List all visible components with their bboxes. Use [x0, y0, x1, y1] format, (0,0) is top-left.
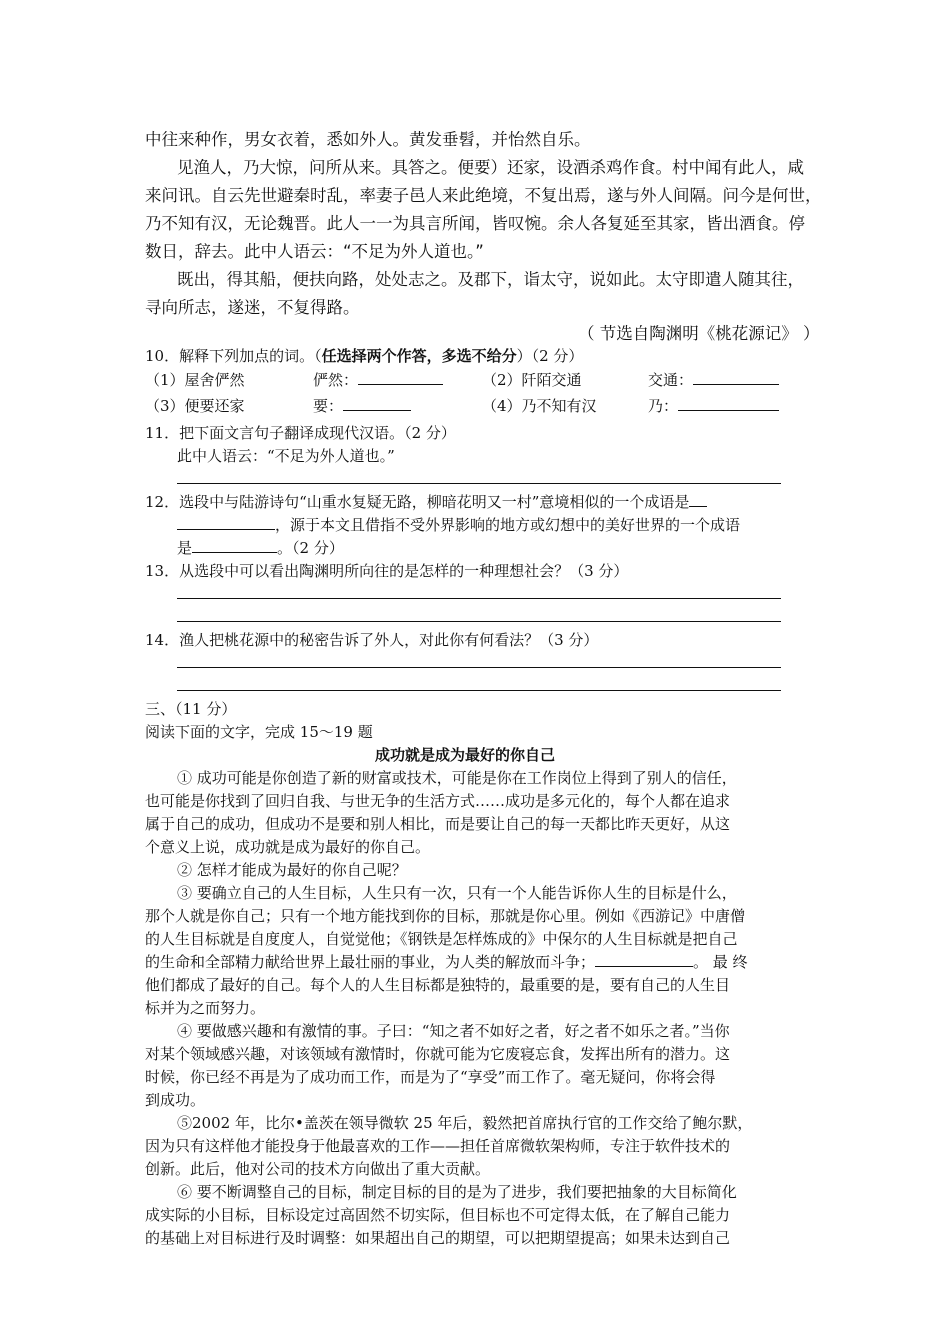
- answer-blank[interactable]: [358, 370, 443, 385]
- q10-answer-4[interactable]: 乃：: [648, 395, 779, 416]
- article-line: 成实际的小目标，目标设定过高固然不切实际，但目标也不可定得太低，在了解自己能力: [145, 1206, 731, 1224]
- q10-answer-3[interactable]: 要：: [313, 395, 411, 416]
- answer-blank[interactable]: [595, 952, 693, 967]
- article-line: 他们都成了最好的自己。每个人的人生目标都是独特的，最重要的是，要有自己的人生目: [145, 976, 731, 994]
- article-title: 成功就是成为最好的你自己: [375, 746, 556, 764]
- question-12-line: 是 。（2 分）: [177, 539, 344, 557]
- question-11-stem: 11．把下面文言句子翻译成现代汉语。（2 分）: [145, 424, 456, 442]
- article-line: 那个人就是你自己；只有一个地方能找到你的目标，那就是你心里。例如《西游记》中唐僧: [145, 907, 746, 925]
- article-line: 标并为之而努力。: [145, 999, 266, 1017]
- question-11-sentence: 此中人语云：“不足为外人道也。”: [177, 447, 395, 465]
- answer-line[interactable]: [177, 483, 781, 484]
- passage-line: 寻向所志，遂迷，不复得路。: [145, 298, 360, 317]
- answer-line[interactable]: [177, 621, 781, 622]
- answer-blank[interactable]: [177, 515, 275, 530]
- article-line: 属于自己的成功，但成功不是要和别人相比，而是要让自己的每一天都比昨天更好，从这: [145, 815, 731, 833]
- article-line: 的基础上对目标进行及时调整：如果超出自己的期望，可以把期望提高；如果未达到自己: [145, 1229, 731, 1247]
- article-line: ② 怎样才能成为最好的你自己呢？: [177, 861, 407, 879]
- passage-source: （ 节选自陶渊明《桃花源记》 ）: [578, 324, 820, 343]
- article-line: 也可能是你找到了回归自我、与世无争的生活方式……成功是多元化的，每个人都在追求: [145, 792, 731, 810]
- passage-line: 乃不知有汉，无论魏晋。此人一一为具言所闻，皆叹惋。余人各复延至其家，皆出酒食。停: [145, 214, 805, 233]
- passage-line: 数日，辞去。此中人语云：“不足为外人道也。”: [145, 242, 484, 261]
- article-line: 的生命和全部精力献给世界上最壮丽的事业，为人类的解放而斗争； 。 最 终: [145, 953, 748, 971]
- article-line: 对某个领域感兴趣，对该领域有激情时，你就可能为它废寝忘食，发挥出所有的潜力。这: [145, 1045, 731, 1063]
- question-10-stem: 10．解释下列加点的词。（任选择两个作答，多选不给分）（2 分）: [145, 347, 584, 365]
- q10-item-1: （1）屋舍俨然: [145, 371, 245, 389]
- passage-line: 既出，得其船，便扶向路，处处志之。及郡下，诣太守，说如此。太守即遣人随其往，: [177, 270, 804, 289]
- answer-line[interactable]: [177, 690, 781, 691]
- passage-line: 来问讯。自云先世避秦时乱，率妻子邑人来此绝境，不复出焉，遂与外人间隔。问今是何世，: [145, 186, 822, 205]
- answer-blank[interactable]: [693, 370, 779, 385]
- article-line: 创新。此后，他对公司的技术方向做出了重大贡献。: [145, 1160, 491, 1178]
- article-line: 时候，你已经不再是为了成功而工作，而是为了“享受”而工作了。毫无疑问，你将会得: [145, 1068, 716, 1086]
- article-line: 个意义上说，成功就是成为最好的你自己。: [145, 838, 431, 856]
- article-line: 到成功。: [145, 1091, 206, 1109]
- section-3-instruction: 阅读下面的文字，完成 15～19 题: [145, 723, 373, 741]
- article-line: ④ 要做感兴趣和有激情的事。子曰：“知之者不如好之者，好之者不如乐之者。”当你: [177, 1022, 730, 1040]
- question-13-stem: 13．从选段中可以看出陶渊明所向往的是怎样的一种理想社会？（3 分）: [145, 562, 629, 580]
- answer-blank[interactable]: [689, 492, 707, 507]
- q10-answer-1[interactable]: 俨然：: [313, 369, 443, 390]
- question-12-line: ，源于本文且借指不受外界影响的地方或幻想中的美好世界的一个成语: [177, 514, 740, 535]
- answer-line[interactable]: [177, 598, 781, 599]
- article-line: 因为只有这样他才能投身于他最喜欢的工作——担任首席微软架构师，专注于软件技术的: [145, 1137, 731, 1155]
- article-line: ⑥ 要不断调整自己的目标，制定目标的目的是为了进步，我们要把抽象的大目标简化: [177, 1183, 737, 1201]
- question-12-line: 12．选段中与陆游诗句“山重水复疑无路，柳暗花明又一村”意境相似的一个成语是: [145, 491, 707, 512]
- section-3-header: 三、（11 分）: [145, 700, 237, 718]
- answer-blank[interactable]: [678, 396, 779, 411]
- passage-line: 见渔人，乃大惊，问所从来。具答之。便要）还家，设酒杀鸡作食。村中闻有此人，咸: [177, 158, 804, 177]
- answer-line[interactable]: [177, 667, 781, 668]
- article-line: 的人生目标就是自度度人，自觉觉他；《钢铁是怎样炼成的》中保尔的人生目标就是把自己: [145, 930, 738, 948]
- question-14-stem: 14．渔人把桃花源中的秘密告诉了外人，对此你有何看法？（3 分）: [145, 631, 599, 649]
- answer-blank[interactable]: [192, 538, 277, 553]
- q10-item-2: （2）阡陌交通: [482, 371, 582, 389]
- q10-answer-2[interactable]: 交通：: [648, 369, 779, 390]
- article-line: ③ 要确立自己的人生目标，人生只有一次，只有一个人能告诉你人生的目标是什么，: [177, 884, 737, 902]
- q10-item-4: （4）乃不知有汉: [482, 397, 597, 415]
- article-line: ① 成功可能是你创造了新的财富或技术，可能是你在工作岗位上得到了别人的信任，: [177, 769, 737, 787]
- article-line: ⑤2002 年，比尔•盖茨在领导微软 25 年后，毅然把首席执行官的工作交给了鲍尔默，: [177, 1114, 753, 1132]
- q10-item-3: （3）便要还家: [145, 397, 245, 415]
- answer-blank[interactable]: [343, 396, 411, 411]
- passage-line: 中往来种作，男女衣着，悉如外人。黄发垂髫，并怡然自乐。: [145, 130, 591, 149]
